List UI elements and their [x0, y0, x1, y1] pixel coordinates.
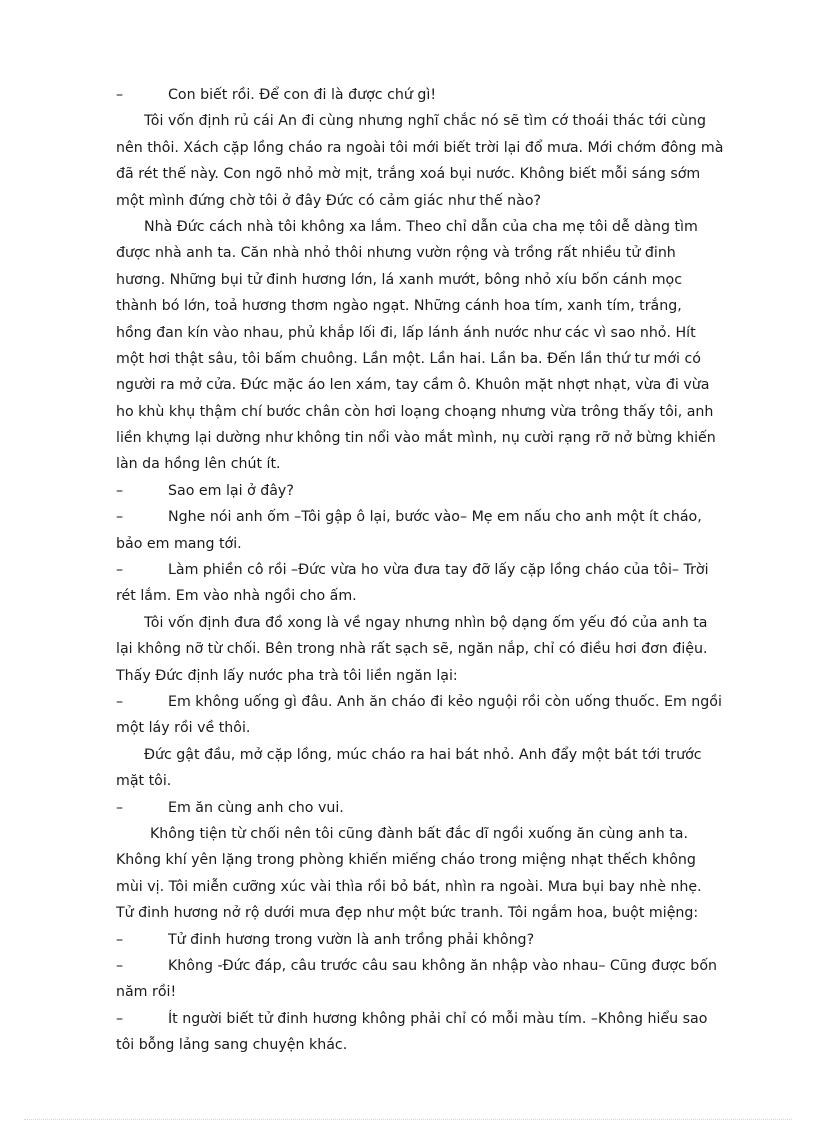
text-line: [116, 742, 740, 768]
dialogue-dash: –: [116, 799, 124, 816]
line-text: Em ăn cùng anh cho vui.: [168, 799, 344, 816]
text-line: [116, 927, 740, 953]
line-text: Làm phiền cô rồi –Đức vừa ho vừa đưa tay đỡ lấy cặp lồng cháo của tôi– Trời: [168, 562, 709, 579]
line-text: một mình đứng chờ tôi ở đây Đức có cảm giác như thế nào?: [116, 192, 542, 209]
text-line: [116, 531, 740, 557]
text-line: [116, 372, 740, 398]
line-text: Tử đinh hương trong vườn là anh trồng phải không?: [168, 931, 535, 948]
text-line: [116, 504, 740, 530]
text-line: [116, 795, 740, 821]
line-text: mùi vị. Tôi miễn cưỡng xúc vài thìa rồi bỏ bát, nhìn ra ngoài. Mưa bụi bay nhè nhẹ.: [116, 878, 702, 895]
text-line: [116, 583, 740, 609]
line-text: Không -Đức đáp, câu trước câu sau không ăn nhập vào nhau– Cũng được bốn: [168, 957, 717, 974]
text-line: [116, 320, 740, 346]
dialogue-dash: –: [116, 87, 124, 103]
line-text: Đức gật đầu, mở cặp lồng, múc cháo ra hai bát nhỏ. Anh đẩy một bát tới trước: [144, 746, 702, 763]
text-line: [116, 610, 740, 636]
line-text: Nhà Đức cách nhà tôi không xa lắm. Theo chỉ dẫn của cha mẹ tôi dễ dàng tìm: [144, 218, 698, 235]
text-line: [116, 399, 740, 425]
line-text: một láy rồi về thôi.: [116, 720, 251, 737]
line-text: liền khựng lại dường như không tin nổi vào mắt mình, nụ cười rạng rỡ nở bừng khiến: [116, 430, 716, 447]
text-line: [116, 953, 740, 979]
text-line: [116, 108, 740, 134]
text-line: [116, 557, 740, 583]
line-text: thành bó lớn, toả hương thơm ngào ngạt. Những cánh hoa tím, xanh tím, trắng,: [116, 298, 682, 315]
line-text: một hơi thật sâu, tôi bấm chuông. Lần một. Lần hai. Lần ba. Đến lần thứ tư mới có: [116, 350, 701, 367]
line-text: đã rét thế này. Con ngõ nhỏ mờ mịt, trắng xoá bụi nước. Không biết mỗi sáng sớm: [116, 166, 701, 183]
text-line: [116, 240, 740, 266]
line-text: lại không nỡ từ chối. Bên trong nhà rất sạch sẽ, ngăn nắp, chỉ có điều hơi đơn điệu.: [116, 641, 708, 658]
line-text: người ra mở cửa. Đức mặc áo len xám, tay cầm ô. Khuôn mặt nhợt nhạt, vừa đi vừa: [116, 377, 710, 394]
text-line: [116, 267, 740, 293]
line-text: làn da hồng lên chút ít.: [116, 456, 281, 473]
text-line: [116, 768, 740, 794]
line-text: tôi bỗng lảng sang chuyện khác.: [116, 1037, 348, 1054]
line-text: hồng đan kín vào nhau, phủ khắp lối đi, lấp lánh ánh nước như các vì sao nhỏ. Hít: [116, 324, 696, 341]
text-line: [116, 188, 740, 214]
dialogue-dash: –: [116, 693, 124, 710]
line-text: nên thôi. Xách cặp lồng cháo ra ngoài tôi mới biết trời lại đổ mưa. Mới chớm đông mà: [116, 139, 724, 156]
line-text: mặt tôi.: [116, 773, 172, 790]
line-text: Tử đinh hương nở rộ dưới mưa đẹp như một bức tranh. Tôi ngắm hoa, buột miệng:: [116, 905, 699, 922]
page-bottom-divider: [24, 1119, 792, 1120]
text-line: [116, 82, 740, 108]
text-line: [116, 874, 740, 900]
text-line: [116, 663, 740, 689]
dialogue-dash: –: [116, 1010, 124, 1027]
line-text: Không khí yên lặng trong phòng khiến miếng cháo trong miệng nhạt thếch không: [116, 852, 696, 869]
line-text: Không tiện từ chối nên tôi cũng đành bất đắc dĩ ngồi xuống ăn cùng anh ta.: [150, 825, 689, 842]
line-text: bảo em mang tới.: [116, 535, 242, 552]
text-line: [116, 135, 740, 161]
line-text: rét lắm. Em vào nhà ngồi cho ấm.: [116, 588, 357, 605]
dialogue-dash: –: [116, 562, 124, 579]
text-line: [116, 715, 740, 741]
document-body: [116, 82, 740, 1058]
dialogue-dash: –: [116, 482, 124, 499]
line-text: Thấy Đức định lấy nước pha trà tôi liền ngăn lại:: [116, 667, 458, 684]
line-text: năm rồi!: [116, 984, 177, 1001]
text-line: [116, 821, 740, 847]
line-text: ho khù khụ thậm chí bước chân còn hơi loạng choạng nhưng vừa trông thấy tôi, anh: [116, 403, 714, 420]
line-text: Sao em lại ở đây?: [168, 482, 294, 499]
line-text: hương. Những bụi tử đinh hương lớn, lá xanh mướt, bông nhỏ xíu bốn cánh mọc: [116, 271, 683, 288]
text-line: [116, 979, 740, 1005]
text-line: [116, 689, 740, 715]
text-line: [116, 900, 740, 926]
dialogue-dash: –: [116, 931, 124, 948]
text-line: [116, 1032, 740, 1058]
text-line: [116, 293, 740, 319]
text-line: [116, 1006, 740, 1032]
text-line: [116, 425, 740, 451]
dialogue-dash: –: [116, 509, 124, 526]
text-line: [116, 636, 740, 662]
text-line: [116, 214, 740, 240]
text-line: [116, 161, 740, 187]
line-text: Tôi vốn định đưa đồ xong là về ngay nhưng nhìn bộ dạng ốm yếu đó của anh ta: [144, 614, 708, 631]
text-line: [116, 847, 740, 873]
text-line: [116, 451, 740, 477]
text-line: [116, 346, 740, 372]
line-text: Con biết rồi. Để con đi là được chứ gì!: [168, 87, 437, 103]
line-text: được nhà anh ta. Căn nhà nhỏ thôi nhưng vườn rộng và trồng rất nhiều tử đinh: [116, 245, 676, 262]
dialogue-dash: –: [116, 957, 124, 974]
line-text: Nghe nói anh ốm –Tôi gập ô lại, bước vào– Mẹ em nấu cho anh một ít cháo,: [168, 509, 702, 526]
line-text: Em không uống gì đâu. Anh ăn cháo đi kẻo nguội rồi còn uống thuốc. Em ngồi: [168, 693, 722, 710]
line-text: Ít người biết tử đinh hương không phải chỉ có mỗi màu tím. –Không hiểu sao: [168, 1010, 708, 1027]
line-text: Tôi vốn định rủ cái An đi cùng nhưng nghĩ chắc nó sẽ tìm cớ thoái thác tới cùng: [144, 113, 706, 130]
text-line: [116, 478, 740, 504]
